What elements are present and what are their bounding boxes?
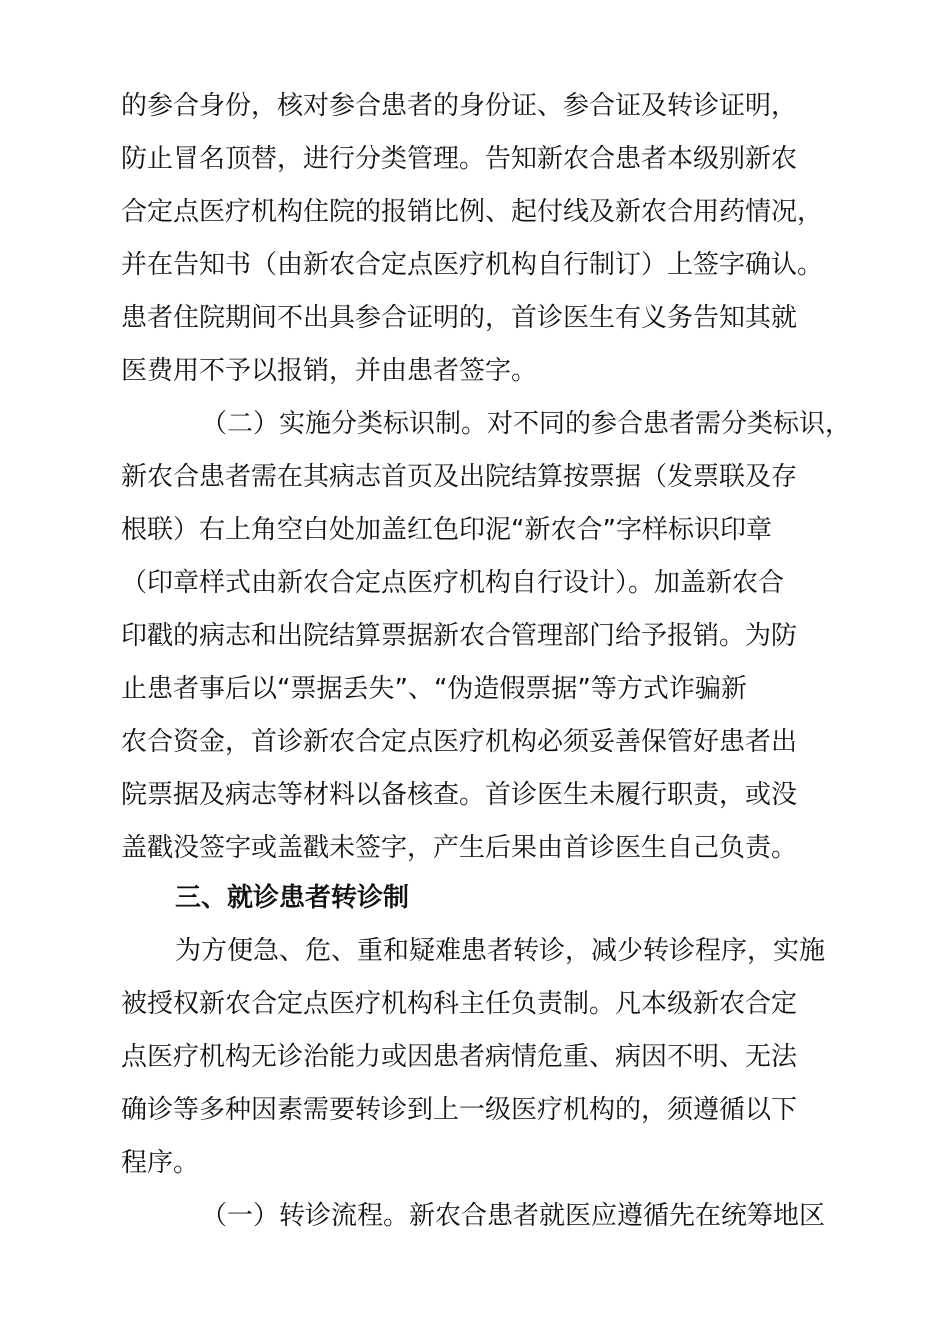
paragraph-start-line: （二）实施分类标识制。对不同的参合患者需分类标识， xyxy=(201,409,852,439)
text-line: 合定点医疗机构住院的报销比例、起付线及新农合用药情况， xyxy=(121,197,824,227)
text-line: 印戳的病志和出院结算票据新农合管理部门给予报销。为防 xyxy=(121,621,798,651)
text-line: 防止冒名顶替，进行分类管理。告知新农合患者本级别新农 xyxy=(121,144,798,174)
paragraph-start-line: 为方便急、危、重和疑难患者转诊，减少转诊程序，实施 xyxy=(175,936,826,966)
text-line: 医费用不予以报销，并由患者签字。 xyxy=(121,356,538,386)
text-line: 被授权新农合定点医疗机构科主任负责制。凡本级新农合定 xyxy=(121,989,798,1019)
text-line: 确诊等多种因素需要转诊到上一级医疗机构的，须遵循以下 xyxy=(121,1095,798,1125)
text-line: 盖戳没签字或盖戳未签字，产生后果由首诊医生自己负责。 xyxy=(121,833,798,863)
text-line: 止患者事后以“票据丢失”、“伪造假票据”等方式诈骗新 xyxy=(121,674,747,704)
text-line: 患者住院期间不出具参合证明的，首诊医生有义务告知其就 xyxy=(121,303,798,333)
text-line: 根联）右上角空白处加盖红色印泥“新农合”字样标识印章 xyxy=(121,515,772,545)
text-line: 点医疗机构无诊治能力或因患者病情危重、病因不明、无法 xyxy=(121,1042,798,1072)
text-line: 程序。 xyxy=(121,1148,200,1178)
section-heading: 三、就诊患者转诊制 xyxy=(175,883,410,913)
text-line: 的参合身份，核对参合患者的身份证、参合证及转诊证明， xyxy=(121,91,798,121)
paragraph-start-line: （一）转诊流程。新农合患者就医应遵循先在统筹地区 xyxy=(201,1201,826,1231)
text-line: 院票据及病志等材料以备核查。首诊医生未履行职责，或没 xyxy=(121,780,798,810)
text-line: 并在告知书（由新农合定点医疗机构自行制订）上签字确认。 xyxy=(121,250,824,280)
text-line: （印章样式由新农合定点医疗机构自行设计）。加盖新农合 xyxy=(121,568,785,598)
text-line: 新农合患者需在其病志首页及出院结算按票据（发票联及存 xyxy=(121,462,798,492)
text-line: 农合资金，首诊新农合定点医疗机构必须妥善保管好患者出 xyxy=(121,727,798,757)
